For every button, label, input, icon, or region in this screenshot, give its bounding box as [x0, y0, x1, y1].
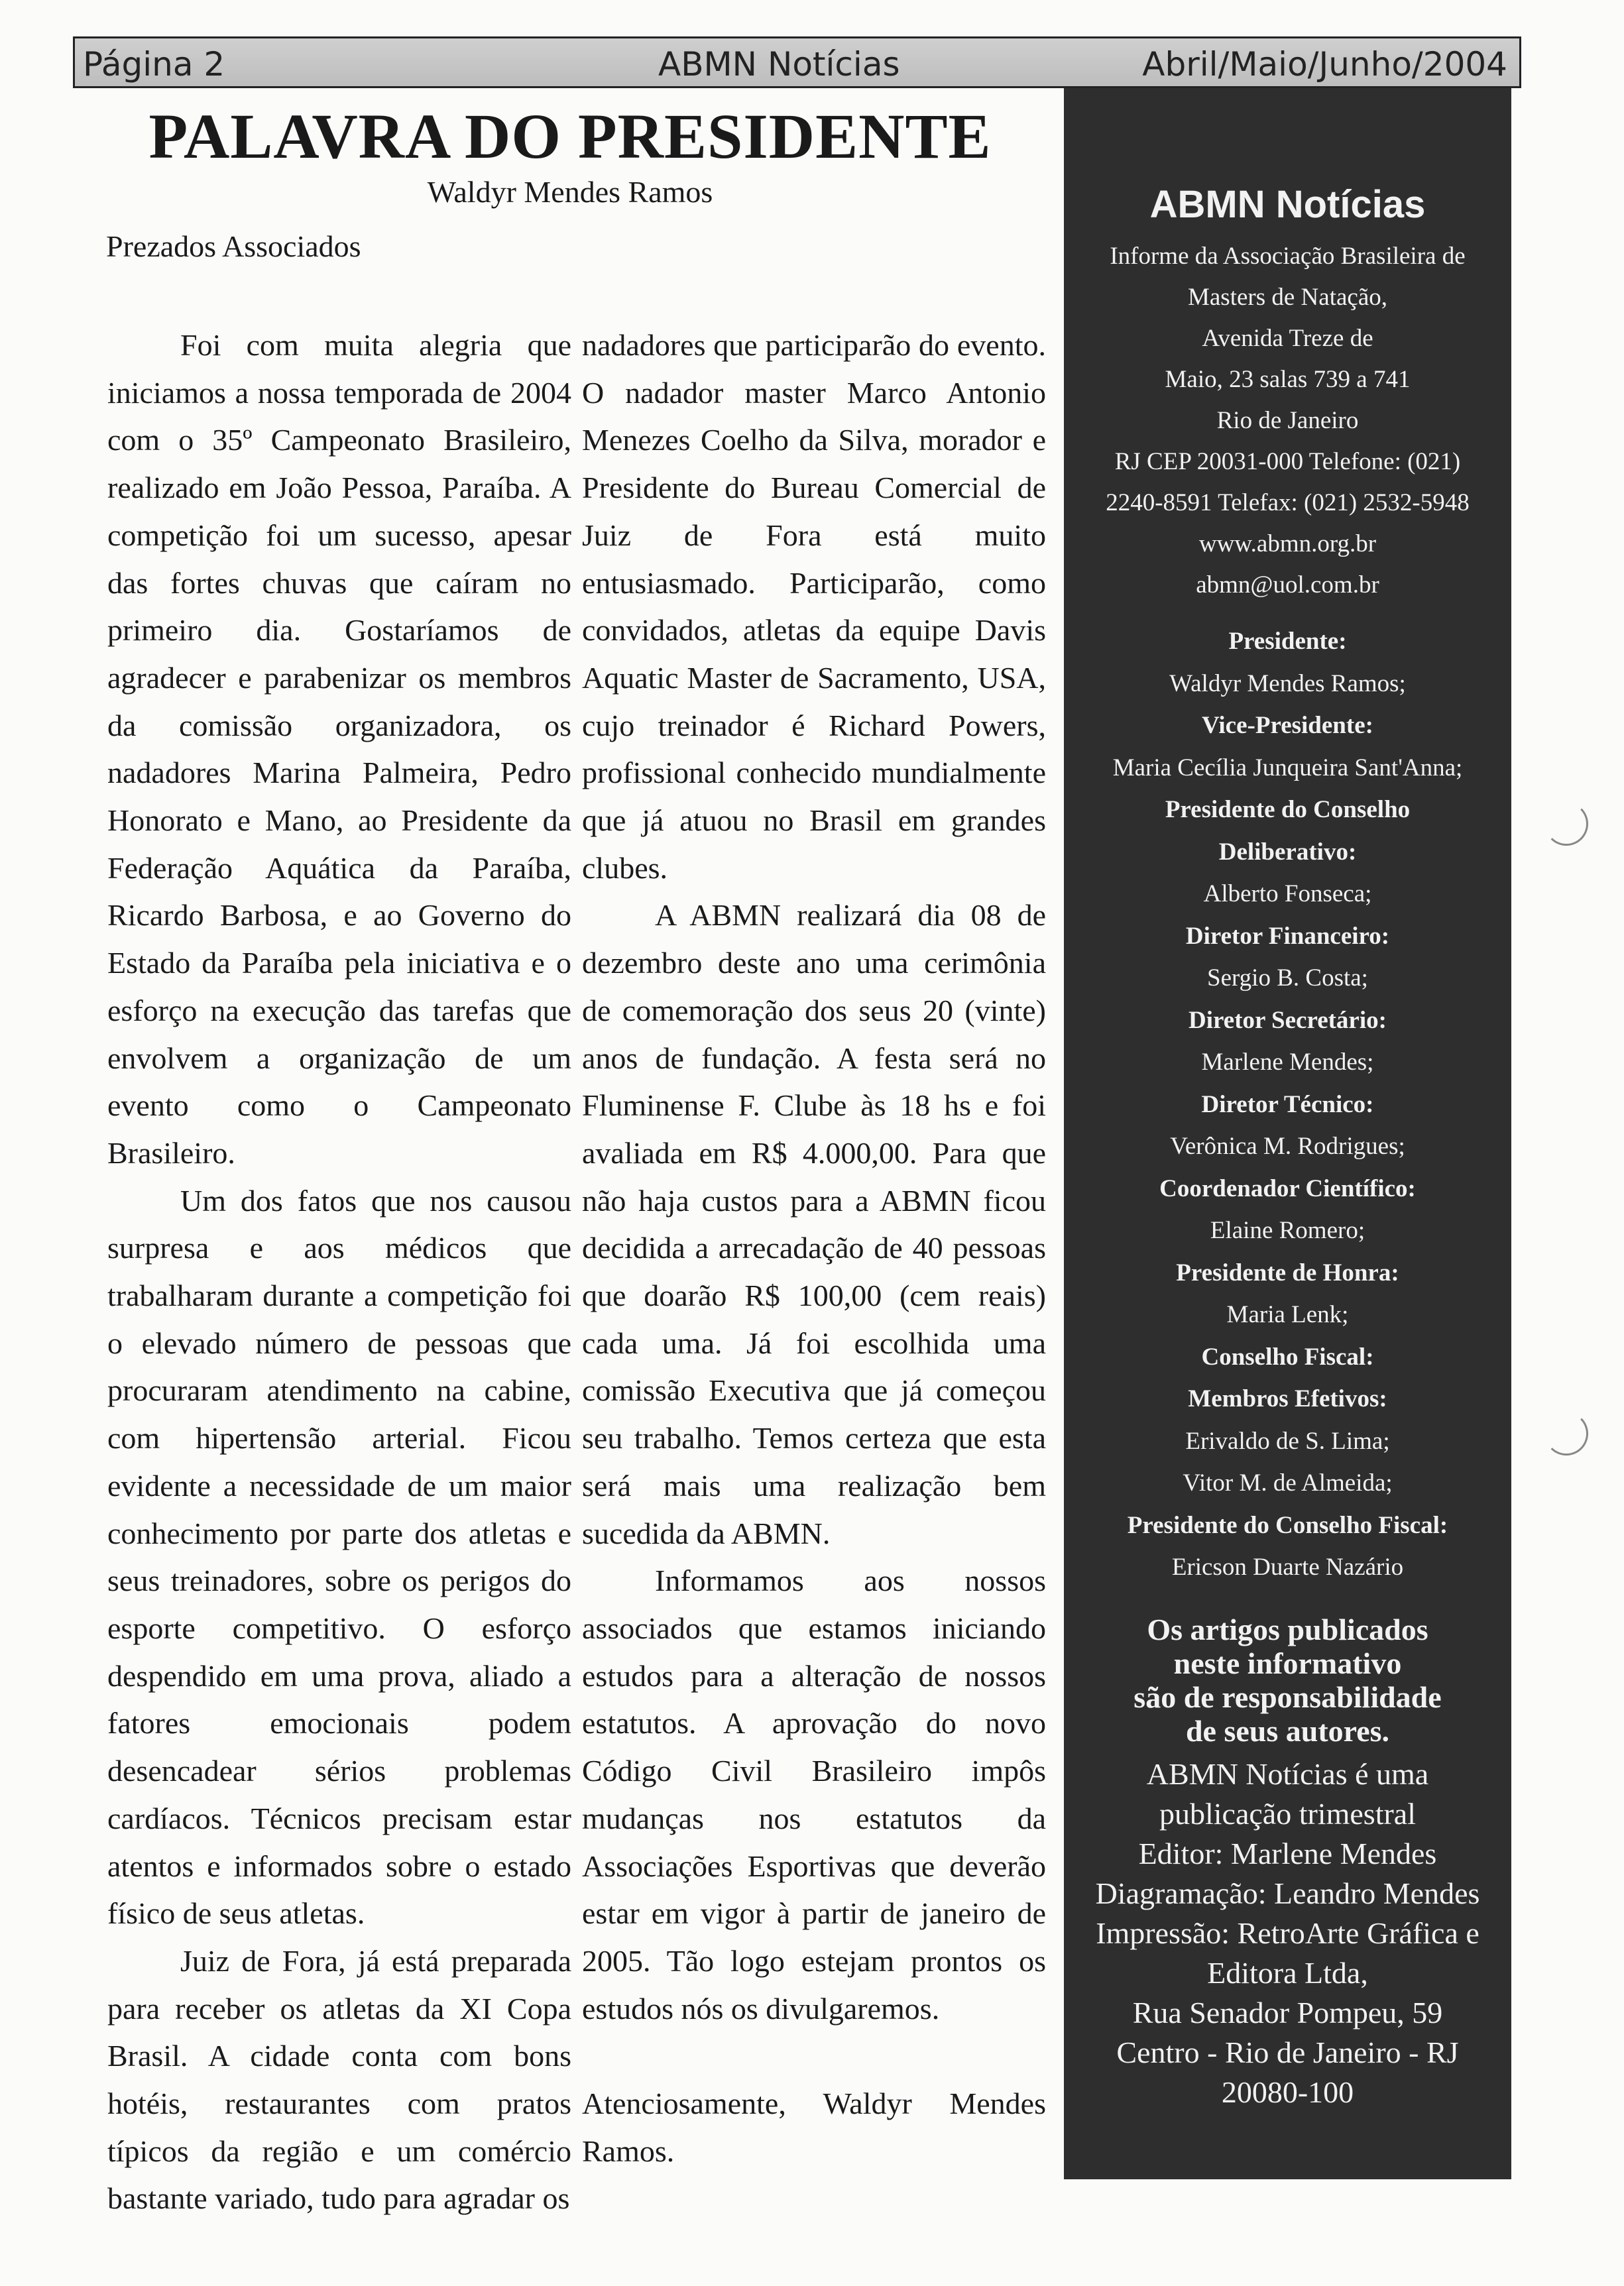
staff-name: Alberto Fonseca; — [1203, 880, 1372, 907]
disclaimer-line: neste informativo — [1173, 1646, 1402, 1680]
staff-role: Deliberativo: — [1218, 838, 1357, 866]
staff-role: Diretor Secretário: — [1189, 1006, 1387, 1034]
staff-name: Marlene Mendes; — [1201, 1049, 1374, 1076]
staff-name: Sergio B. Costa; — [1207, 964, 1368, 992]
staff-name: Verônica M. Rodrigues; — [1170, 1133, 1405, 1160]
article-signature: Atenciosamente, Waldyr Mendes Ramos. — [582, 2086, 1046, 2169]
masthead-contact-info — [1064, 236, 1511, 606]
credits-line: 20080-100 — [1221, 2075, 1354, 2109]
credits-line: Diagramação: Leandro Mendes — [1095, 1876, 1480, 1910]
email-link[interactable]: abmn@uol.com.br — [1196, 571, 1379, 599]
staff-name: Maria Lenk; — [1226, 1301, 1349, 1328]
staff-name: Erivaldo de S. Lima; — [1185, 1427, 1390, 1455]
disclaimer-line: Os artigos publicados — [1147, 1612, 1428, 1646]
staff-role: Coordenador Científico: — [1159, 1174, 1416, 1202]
article-column-left — [107, 321, 571, 2222]
staff-role: Presidente do Conselho — [1165, 796, 1411, 823]
contact-line: Rio de Janeiro — [1216, 407, 1359, 434]
binder-hole-mark — [1544, 802, 1588, 846]
issue-date: Abril/Maio/Junho/2004 — [1142, 45, 1507, 84]
staff-name: Maria Cecília Junqueira Sant'Anna; — [1112, 754, 1463, 781]
disclaimer-line: são de responsabilidade — [1133, 1680, 1442, 1714]
article-paragraph: Informamos aos nossos associados que estamos iniciando estudos para a alteração de nossos estatutos. A aprovação do novo Código Civil Brasileiro impôs mudanças nos estatutos da Associações Esportivas que deverão estar em vigor à partir de janeiro de 2005. Tão logo estejam prontos os estudos nós os divulgaremos. — [582, 1564, 1046, 2026]
staff-role: Diretor Financeiro: — [1185, 922, 1390, 950]
staff-name: Waldyr Mendes Ramos; — [1169, 669, 1406, 697]
credits-line: Rua Senador Pompeu, 59 — [1132, 1995, 1443, 2029]
binder-hole-mark — [1544, 1412, 1588, 1456]
staff-role: Vice-Presidente: — [1202, 712, 1373, 739]
website-link[interactable]: www.abmn.org.br — [1198, 530, 1377, 557]
contact-line: Masters de Natação, — [1187, 284, 1387, 311]
staff-name: Elaine Romero; — [1210, 1217, 1365, 1244]
article-paragraph: nadadores que participarão do evento. O nadador master Marco Antonio Menezes Coelho da Silva, morador e Presidente do Bureau Comercial de Juiz de Fora está muito entusiasmado. Participarão, como convidados, atletas da equipe Davis Aquatic Master de Sacramento, USA, cujo treinador é Richard Powers, profissional conhecido mundialmente que já atuou no Brasil em grandes clubes. — [582, 328, 1046, 885]
page-number: Página 2 — [83, 45, 225, 84]
staff-role: Membros Efetivos: — [1188, 1385, 1387, 1412]
masthead-disclaimer — [1090, 1613, 1485, 1748]
masthead-sidebar — [1064, 88, 1511, 2179]
credits-line: publicação trimestral — [1159, 1796, 1416, 1831]
staff-role: Conselho Fiscal: — [1201, 1343, 1374, 1371]
contact-line: 2240-8591 Telefax: (021) 2532-5948 — [1106, 489, 1470, 516]
masthead-staff-list — [1064, 620, 1511, 1589]
article-author: Waldyr Mendes Ramos — [427, 175, 713, 209]
credits-line: Impressão: RetroArte Gráfica e — [1096, 1915, 1479, 1950]
masthead-title: ABMN Notícias — [1149, 183, 1426, 226]
staff-role: Presidente: — [1228, 628, 1347, 655]
staff-name: Vitor M. de Almeida; — [1183, 1469, 1393, 1497]
article-paragraph: Juiz de Fora, já está preparada para receber os atletas da XI Copa Brasil. A cidade conta com bons hotéis, restaurantes com pratos típicos da região e um comércio bastante variado, tudo para agradar os — [107, 1943, 571, 2216]
staff-name: Ericson Duarte Nazário — [1171, 1554, 1404, 1581]
article-salutation: Prezados Associados — [106, 229, 361, 263]
contact-line: Avenida Treze de — [1202, 325, 1373, 352]
credits-line: Editor: Marlene Mendes — [1138, 1836, 1437, 1870]
article-paragraph: A ABMN realizará dia 08 de dezembro deste ano uma cerimônia de comemoração dos seus 20 (vinte) anos de fundação. A festa será no Fluminense F. Clube às 18 hs e foi avaliada em R$ 4.000,00. Para que não haja custos para a ABMN ficou decidida a arrecadação de 40 pessoas que doarão R$ 100,00 (cem reais) cada uma. Já foi escolhida uma comissão Executiva que já começou seu trabalho. Temos certeza que esta será mais uma realização bem sucedida da ABMN. — [582, 898, 1046, 1550]
credits-line: Centro - Rio de Janeiro - RJ — [1116, 2035, 1459, 2069]
contact-line: Maio, 23 salas 739 a 741 — [1165, 366, 1411, 393]
article-title: PALAVRA DO PRESIDENTE — [148, 101, 992, 172]
contact-line: Informe da Associação Brasileira de — [1110, 243, 1466, 270]
article-column-right — [582, 321, 1046, 2175]
disclaimer-line: de seus autores. — [1185, 1713, 1390, 1748]
contact-line: RJ CEP 20031-000 Telefone: (021) — [1114, 448, 1461, 475]
publication-name: ABMN Notícias — [658, 45, 900, 84]
masthead-credits — [1080, 1754, 1495, 2112]
page-header-bar — [73, 36, 1521, 88]
staff-role: Presidente de Honra: — [1176, 1259, 1399, 1286]
credits-line: ABMN Notícias é uma — [1146, 1756, 1429, 1791]
article-paragraph: Um dos fatos que nos causou surpresa e aos médicos que trabalharam durante a competição foi o elevado número de pessoas que procuraram atendimento na cabine, com hipertensão arterial. Ficou evidente a necessidade de um maior conhecimento por parte dos atletas e seus treinadores, sobre os perigos do esporte competitivo. O esforço despendido em uma prova, aliado a fatores emocionais podem desencadear sérios problemas cardíacos. Técnicos precisam estar atentos e informados sobre o estado físico de seus atletas. — [107, 1183, 571, 1931]
article-paragraph: Foi com muita alegria que iniciamos a nossa temporada de 2004 com o 35º Campeonato Brasileiro, realizado em João Pessoa, Paraíba. A competição foi um sucesso, apesar das fortes chuvas que caíram no primeiro dia. Gostaríamos de agradecer e parabenizar os membros da comissão organizadora, os nadadores Marina Palmeira, Pedro Honorato e Mano, ao Presidente da Federação Aquática da Paraíba, Ricardo Barbosa, e ao Governo do Estado da Paraíba pela iniciativa e o esforço na execução das tarefas que envolvem a organização de um evento como o Campeonato Brasileiro. — [107, 328, 571, 1170]
staff-role: Diretor Técnico: — [1201, 1090, 1374, 1118]
credits-line: Editora Ltda, — [1207, 1955, 1368, 1990]
staff-role: Presidente do Conselho Fiscal: — [1127, 1511, 1448, 1539]
